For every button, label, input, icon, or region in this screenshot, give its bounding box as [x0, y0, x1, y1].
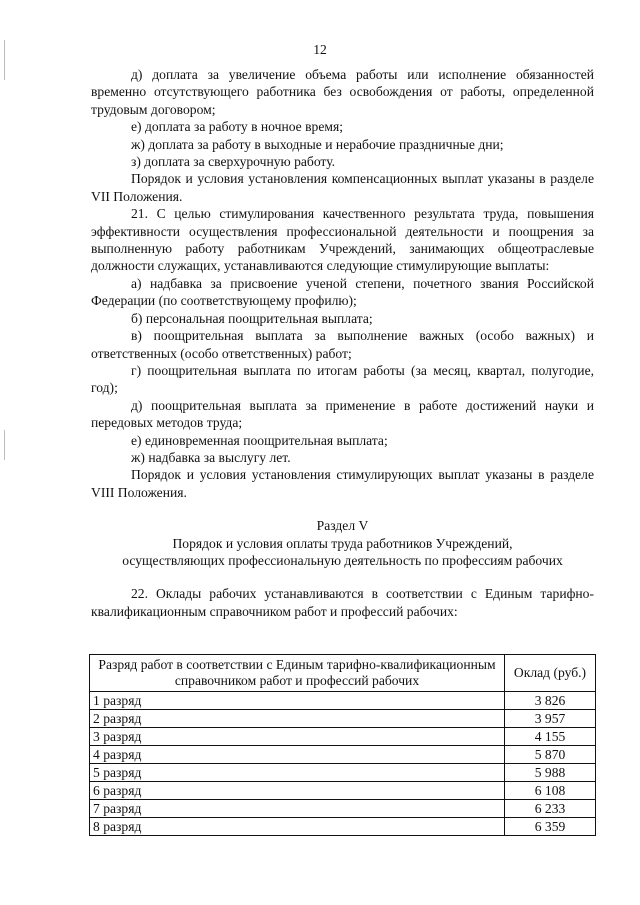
table-row	[90, 746, 596, 764]
grade-cell: 3 разряд	[90, 728, 505, 746]
salary-table	[89, 654, 596, 836]
grade-cell: 8 разряд	[90, 818, 505, 836]
grade-cell: 6 разряд	[90, 782, 505, 800]
salary-cell: 5 988	[505, 764, 596, 782]
grade-cell: 7 разряд	[90, 800, 505, 818]
document-body	[91, 66, 594, 620]
table-row	[90, 764, 596, 782]
salary-cell: 3 826	[505, 692, 596, 710]
section-subtitle-line2: осуществляющих профессиональную деятельность по профессиям рабочих	[122, 552, 563, 568]
table-row	[90, 800, 596, 818]
paragraph-b-personal-bonus: б) персональная поощрительная выплата;	[131, 310, 373, 326]
section-subtitle-line1: Порядок и условия оплаты труда работников Учреждений,	[172, 535, 513, 551]
scan-margin-mark	[4, 430, 5, 460]
table-header-row	[90, 655, 596, 692]
grade-cell: 5 разряд	[90, 764, 505, 782]
section-title: Раздел V	[316, 518, 369, 534]
paragraph-d-extra-work: д) доплата за увеличение объема работы или исполнение обязанностей временно отсутствующего работника без освобождения от работы, определенной трудовым договором;	[91, 67, 594, 117]
paragraph-d-science-bonus: д) поощрительная выплата за применение в работе достижений науки и передовых методов труда;	[91, 397, 594, 431]
grade-cell: 4 разряд	[90, 746, 505, 764]
header-grade: Разряд работ в соответствии с Единым тарифно-квалификационным справочником работ и профессий рабочих	[90, 655, 505, 692]
paragraph-v-important-work: в) поощрительная выплата за выполнение важных (особо важных) и ответственных (особо ответственных) работ;	[91, 328, 594, 361]
table-row	[90, 728, 596, 746]
salary-cell: 4 155	[505, 728, 596, 746]
table-row	[90, 818, 596, 836]
paragraph-compensation-order: Порядок и условия установления компенсационных выплат указаны в разделе VII Положения.	[91, 171, 594, 204]
paragraph-a-degree-bonus: а) надбавка за присвоение ученой степени, почетного звания Российской Федерации (по соответствующему профилю);	[91, 275, 594, 309]
paragraph-z-overtime: з) доплата за сверхурочную работу.	[131, 154, 336, 170]
salary-cell: 6 359	[505, 818, 596, 836]
paragraph-22: 22. Оклады рабочих устанавливаются в соответствии с Единым тарифно-квалификационным справочником работ и профессий рабочих:	[91, 586, 594, 619]
paragraph-zh-holiday-work: ж) доплата за работу в выходные и нерабочие праздничные дни;	[131, 136, 504, 152]
table-row	[90, 710, 596, 728]
paragraph-21: 21. С целью стимулирования качественного результата труда, повышения эффективности осуществления профессиональной деятельности и поощрения за выполненную работу работникам Учреждений, занимающих общеотраслевые должности служащих, устанавливаются следующие стимулирующие выплаты:	[91, 206, 594, 274]
paragraph-g-results-bonus: г) поощрительная выплата по итогам работы (за месяц, квартал, полугодие, год);	[91, 362, 594, 396]
table-row	[90, 782, 596, 800]
grade-cell: 2 разряд	[90, 710, 505, 728]
salary-cell: 6 233	[505, 800, 596, 818]
paragraph-incentive-order: Порядок и условия установления стимулирующих выплат указаны в разделе VIII Положения.	[91, 467, 594, 500]
header-salary: Оклад (руб.)	[505, 655, 596, 692]
paragraph-e-one-time-bonus: е) единовременная поощрительная выплата;	[131, 432, 388, 448]
page-number: 12	[313, 42, 327, 57]
paragraph-e-night-work: е) доплата за работу в ночное время;	[131, 119, 343, 135]
salary-cell: 5 870	[505, 746, 596, 764]
salary-cell: 3 957	[505, 710, 596, 728]
paragraph-zh-seniority: ж) надбавка за выслугу лет.	[131, 449, 291, 465]
salary-cell: 6 108	[505, 782, 596, 800]
table-row	[90, 692, 596, 710]
grade-cell: 1 разряд	[90, 692, 505, 710]
